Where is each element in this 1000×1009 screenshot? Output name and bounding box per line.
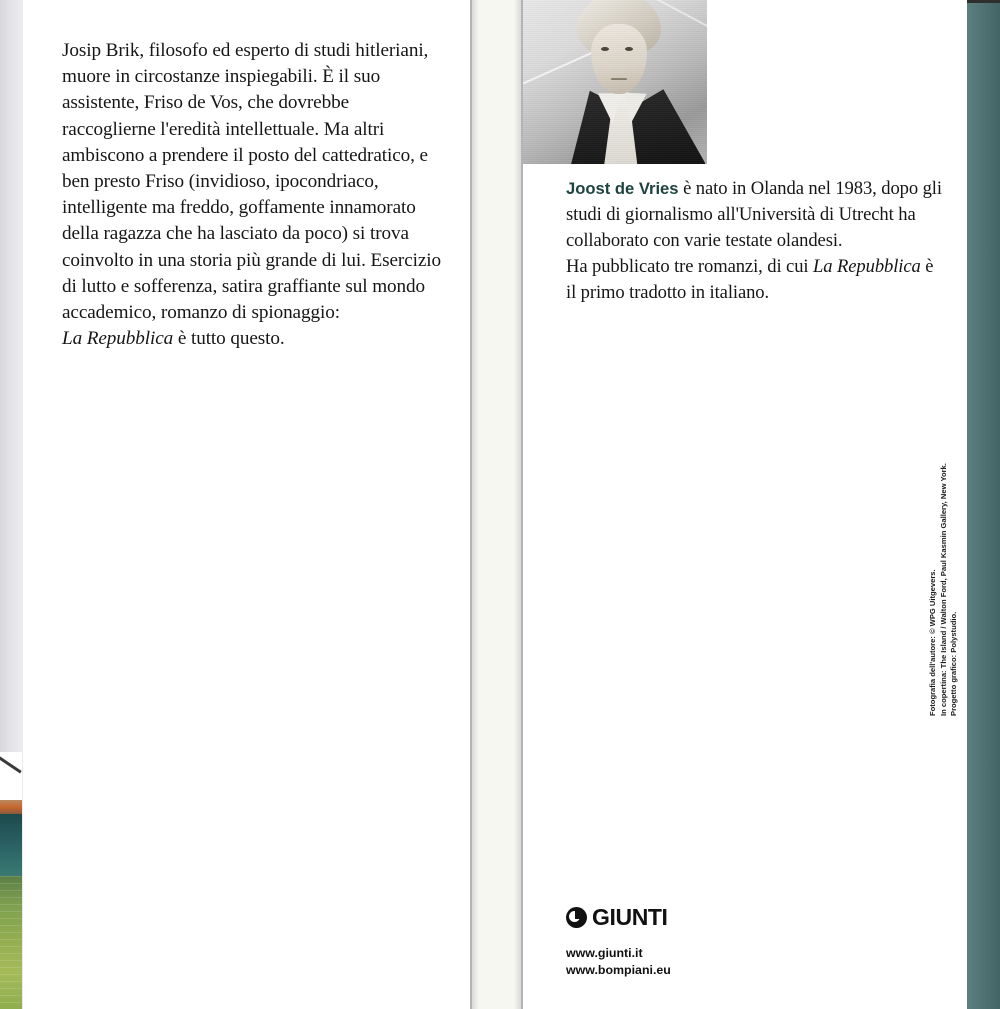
spine-shadow-right [514,0,521,1009]
bio-text-part-1: è nato in Olanda nel 1983, dopo gli studi di giornalismo all'Università di Utrecht ha collaborato con varie testate olandesi. [566,178,942,251]
credit-line-design: Progetto grafico: Polystudio. [949,611,958,716]
teal-strip-top-edge [967,0,1000,3]
credits-vertical-text [928,436,960,716]
blurb-closing-tail: è tutto questo. [173,328,285,350]
giunti-logo [566,906,671,929]
credit-line-cover: In copertina: The Island / Walton Ford, Paul Kasmin Gallery, New York. [938,463,948,716]
url-bompiani[interactable]: www.bompiani.eu [566,962,671,977]
teal-edge-strip [967,0,1000,1009]
spine-shadow-left [472,0,479,1009]
url-giunti[interactable]: www.giunti.it [566,946,643,960]
giunti-spiral-icon [566,907,587,928]
credit-line-photo: Fotografia dell'autore: © WPG Uitgevers. [928,569,937,716]
artwork-grass-texture [0,876,22,1009]
artwork-teal-band [0,814,22,876]
back-cover-blurb [62,38,442,352]
bio-text-part-2-lead: Ha pubblicato tre romanzi, di cui [566,256,814,277]
artwork-diagonal-line [0,752,22,778]
artwork-orange-band [0,800,22,814]
giunti-wordmark: GIUNTI [592,904,668,930]
publisher-urls [566,945,671,978]
photo-eye-left [601,47,609,51]
bio-book-title: La Repubblica [813,256,921,277]
artwork-sky-band [0,0,22,762]
front-cover-artwork-sliver [0,0,22,1009]
author-portrait-photo [523,0,707,164]
fold-line-left [470,0,472,1009]
back-cover-panel [32,0,470,1009]
author-name: Joost de Vries [566,179,679,198]
blurb-body: Josip Brik, filosofo ed esperto di studi hitleriani, muore in circostanze inspiegabili. È il suo assistente, Friso de Vos, che dovrebbe raccoglierne l'eredità intellettuale. Ma altri ambiscono a prendere il posto del cattedratico, e ben presto Friso (invidioso, ipocondriaco, intelligente ma freddo, goffamente innamorato della ragazza che ha lasciato da poco) si trova coinvolto in una storia più grande di lui. Esercizio di lutto e sofferenza, satira graffiante sul mondo accademico, romanzo di spionaggio: [62,40,441,324]
publisher-block [566,906,671,978]
photo-mouth [611,78,627,80]
author-biography [566,176,946,306]
photo-eye-right [625,47,633,51]
blurb-book-title: La Repubblica [62,328,174,350]
bio-text-part-2-tail: è il primo tradotto in italiano. [566,256,934,303]
teal-strip-shading [967,0,1000,1009]
